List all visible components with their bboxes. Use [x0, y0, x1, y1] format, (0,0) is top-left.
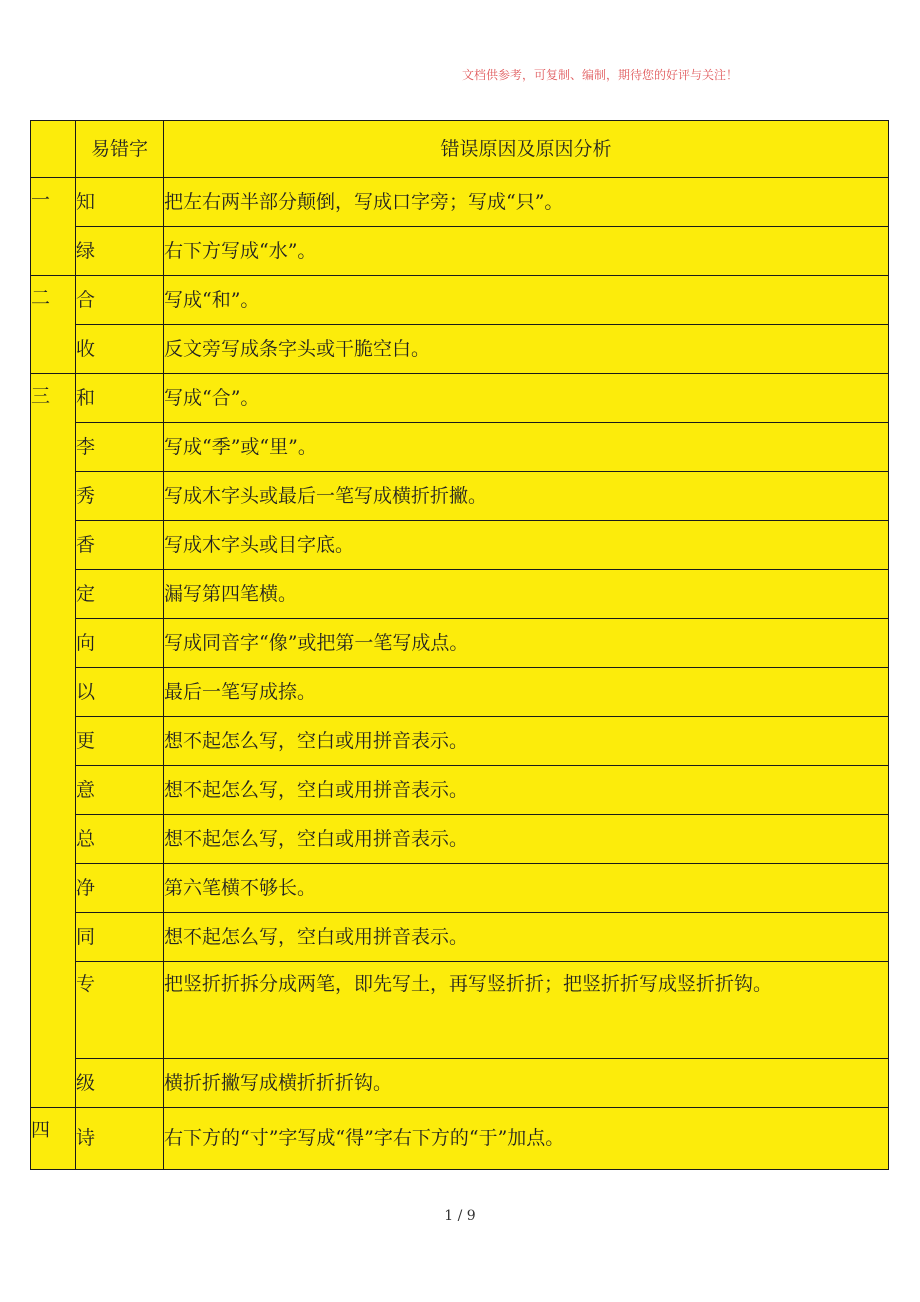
char-cell: 定 [76, 570, 164, 619]
reason-cell: 横折折撇写成横折折折钩。 [164, 1059, 889, 1108]
table-row [31, 374, 889, 423]
table-row [31, 962, 889, 1059]
table-row [31, 423, 889, 472]
char-cell: 级 [76, 1059, 164, 1108]
table-row [31, 668, 889, 717]
char-cell: 同 [76, 913, 164, 962]
reason-cell: 右下方的“寸”字写成“得”字右下方的“于”加点。 [164, 1108, 889, 1170]
table-row [31, 325, 889, 374]
table-row [31, 619, 889, 668]
reason-cell: 想不起怎么写，空白或用拼音表示。 [164, 815, 889, 864]
char-cell: 以 [76, 668, 164, 717]
table-row [31, 570, 889, 619]
reason-cell: 把左右两半部分颠倒，写成口字旁；写成“只”。 [164, 178, 889, 227]
table-row [31, 1059, 889, 1108]
char-cell [76, 962, 164, 1059]
char-cell: 秀 [76, 472, 164, 521]
reason-cell: 反文旁写成条字头或干脆空白。 [164, 325, 889, 374]
table-row [31, 717, 889, 766]
table-row [31, 178, 889, 227]
reason-cell: 写成同音字“像”或把第一笔写成点。 [164, 619, 889, 668]
char-cell: 意 [76, 766, 164, 815]
char-cell: 净 [76, 864, 164, 913]
group-label: 二 [31, 276, 76, 374]
table-row [31, 864, 889, 913]
table-row [31, 913, 889, 962]
table-row [31, 1108, 889, 1170]
char-cell: 绿 [76, 227, 164, 276]
table-row [31, 472, 889, 521]
group-label: 一 [31, 178, 76, 276]
reason-cell: 想不起怎么写，空白或用拼音表示。 [164, 717, 889, 766]
reason-cell: 想不起怎么写，空白或用拼音表示。 [164, 913, 889, 962]
reason-cell: 右下方写成“水”。 [164, 227, 889, 276]
table-row [31, 276, 889, 325]
header-group-cell [31, 121, 76, 178]
reason-cell: 写成“合”。 [164, 374, 889, 423]
char-cell: 收 [76, 325, 164, 374]
header-char-cell: 易错字 [76, 121, 164, 178]
char-cell: 更 [76, 717, 164, 766]
reason-cell: 写成“和”。 [164, 276, 889, 325]
reason-cell: 写成“季”或“里”。 [164, 423, 889, 472]
char-cell: 向 [76, 619, 164, 668]
header-reason-cell: 错误原因及原因分析 [164, 121, 889, 178]
reason-cell: 第六笔横不够长。 [164, 864, 889, 913]
reason-cell: 写成木字头或最后一笔写成横折折撇。 [164, 472, 889, 521]
char-cell: 李 [76, 423, 164, 472]
group-label: 三 [31, 374, 76, 1108]
table-row [31, 815, 889, 864]
char-text: 专 [76, 973, 96, 995]
table-row [31, 521, 889, 570]
char-cell: 和 [76, 374, 164, 423]
char-cell: 总 [76, 815, 164, 864]
reason-cell: 写成木字头或目字底。 [164, 521, 889, 570]
char-cell: 诗 [76, 1108, 164, 1170]
header-note: 文档供参考，可复制、编制，期待您的好评与关注！ [462, 68, 739, 82]
reason-text: 把竖折折拆分成两笔，即先写土，再写竖折折；把竖折折写成竖折折钩。 [164, 973, 773, 995]
reason-cell: 漏写第四笔横。 [164, 570, 889, 619]
char-cell: 知 [76, 178, 164, 227]
table-row [31, 227, 889, 276]
error-character-table [30, 120, 889, 1170]
reason-cell: 最后一笔写成捺。 [164, 668, 889, 717]
char-cell: 合 [76, 276, 164, 325]
page-number: 1 / 9 [444, 1208, 476, 1224]
table-row [31, 766, 889, 815]
table-header-row [31, 121, 889, 178]
reason-cell: 想不起怎么写，空白或用拼音表示。 [164, 766, 889, 815]
group-label: 四 [31, 1108, 76, 1170]
char-cell: 香 [76, 521, 164, 570]
reason-cell [164, 962, 889, 1059]
